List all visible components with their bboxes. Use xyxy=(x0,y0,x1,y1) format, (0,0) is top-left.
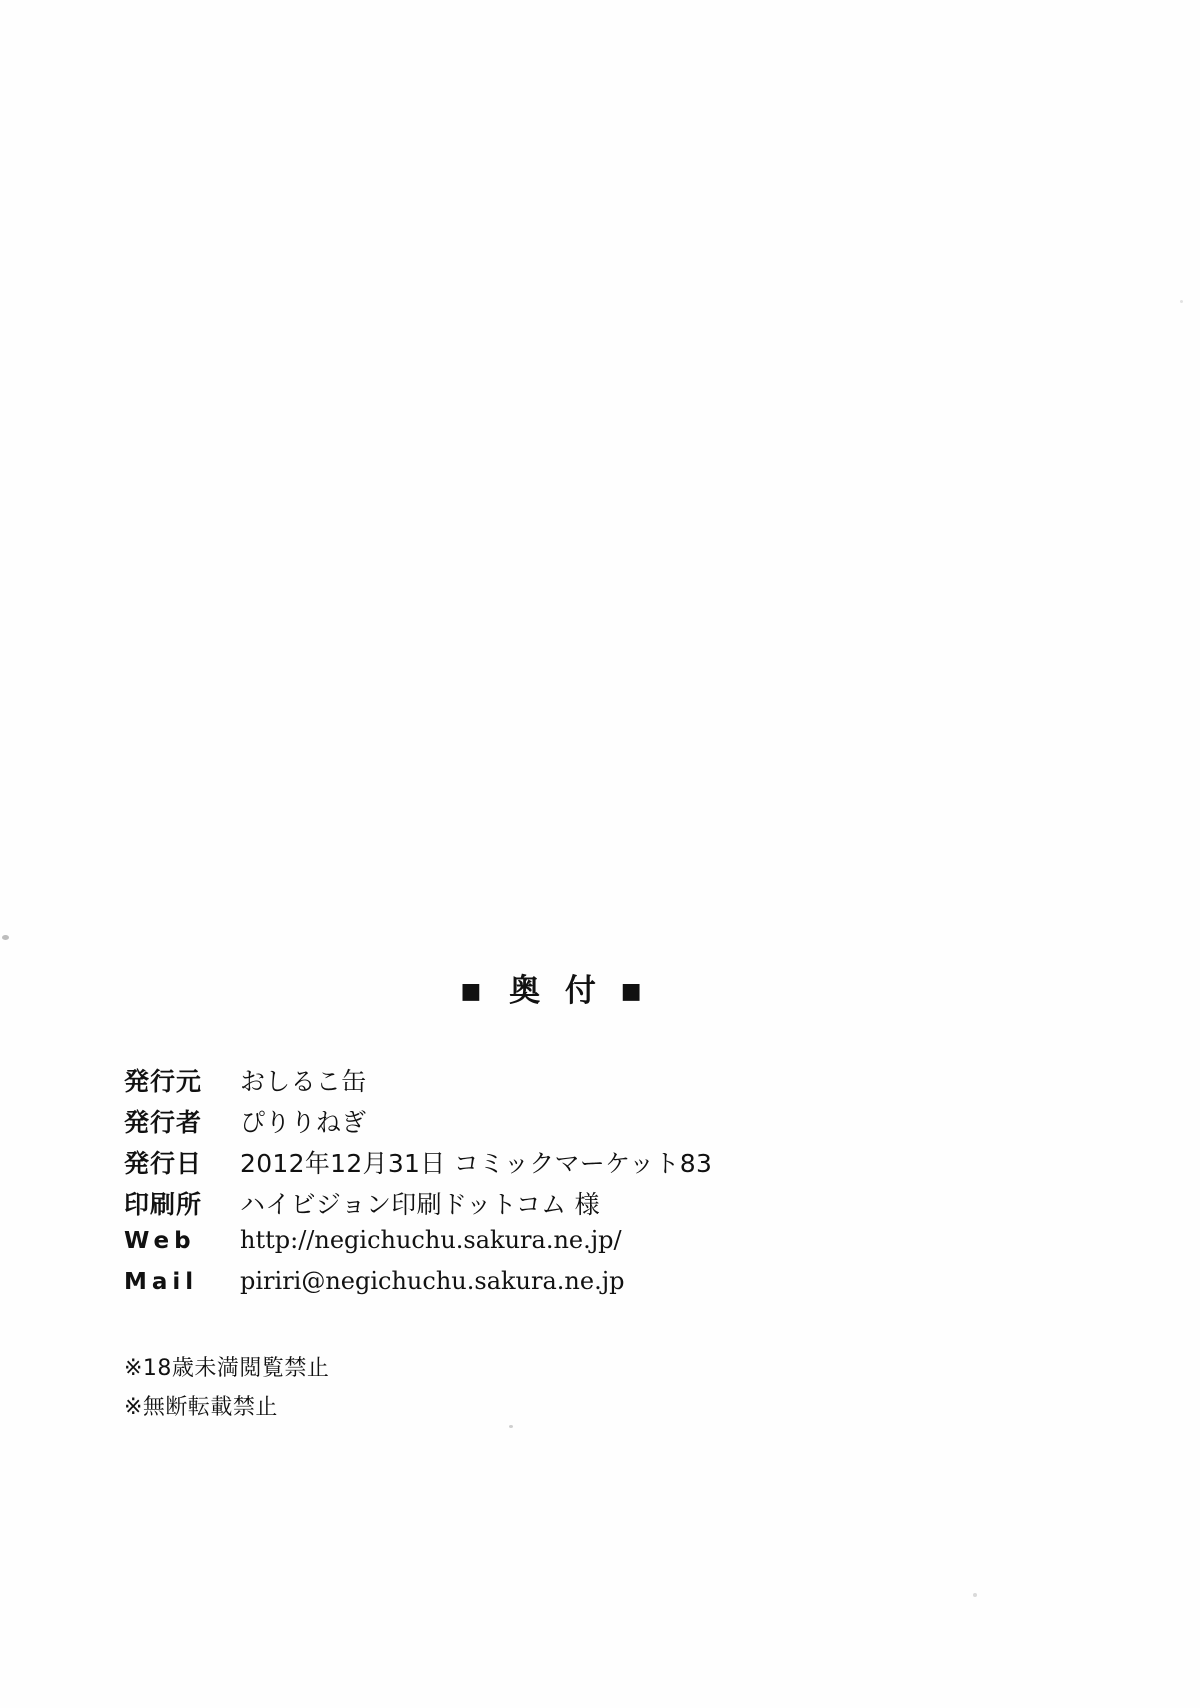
note-reprint-prohibited: ※無断転載禁止 xyxy=(124,1394,278,1420)
colophon-row-publisher xyxy=(124,1062,1200,1103)
colophon-label-publisher: 発行元 xyxy=(124,1067,203,1096)
colophon-heading-text: 奥 付 xyxy=(509,973,603,1009)
colophon-label-printer: 印刷所 xyxy=(124,1190,203,1219)
colophon-row-author xyxy=(124,1103,1200,1144)
colophon-heading xyxy=(0,965,1200,1010)
note-age-restriction: ※18歳未満閲覧禁止 xyxy=(124,1356,330,1381)
paper-speck xyxy=(2,935,9,940)
colophon-block xyxy=(0,965,1200,1427)
colophon-value-web[interactable]: http://negichuchu.sakura.ne.jp/ xyxy=(240,1226,622,1254)
colophon-notes xyxy=(0,1350,1200,1427)
colophon-value-publisher: おしるこ缶 xyxy=(240,1067,367,1096)
square-marker-left-icon: ■ xyxy=(460,979,492,1004)
colophon-value-printer: ハイビジョン印刷ドットコム 様 xyxy=(240,1190,600,1219)
colophon-value-author: ぴりりねぎ xyxy=(240,1108,367,1137)
square-marker-right-icon: ■ xyxy=(620,979,652,1004)
paper-speck xyxy=(1180,300,1183,303)
paper-speck xyxy=(973,1593,977,1597)
colophon-row-web xyxy=(124,1226,1200,1267)
colophon-entry-list xyxy=(0,1062,1200,1308)
colophon-label-mail: Mail xyxy=(124,1269,199,1295)
colophon-label-date: 発行日 xyxy=(124,1149,203,1178)
colophon-value-mail[interactable]: piriri@negichuchu.sakura.ne.jp xyxy=(240,1267,625,1295)
colophon-value-date: 2012年12月31日 コミックマーケット83 xyxy=(240,1149,713,1178)
colophon-row-printer xyxy=(124,1185,1200,1226)
colophon-label-author: 発行者 xyxy=(124,1108,203,1137)
colophon-row-mail xyxy=(124,1267,1200,1308)
colophon-label-web: Web xyxy=(124,1228,196,1254)
colophon-row-date xyxy=(124,1144,1200,1185)
